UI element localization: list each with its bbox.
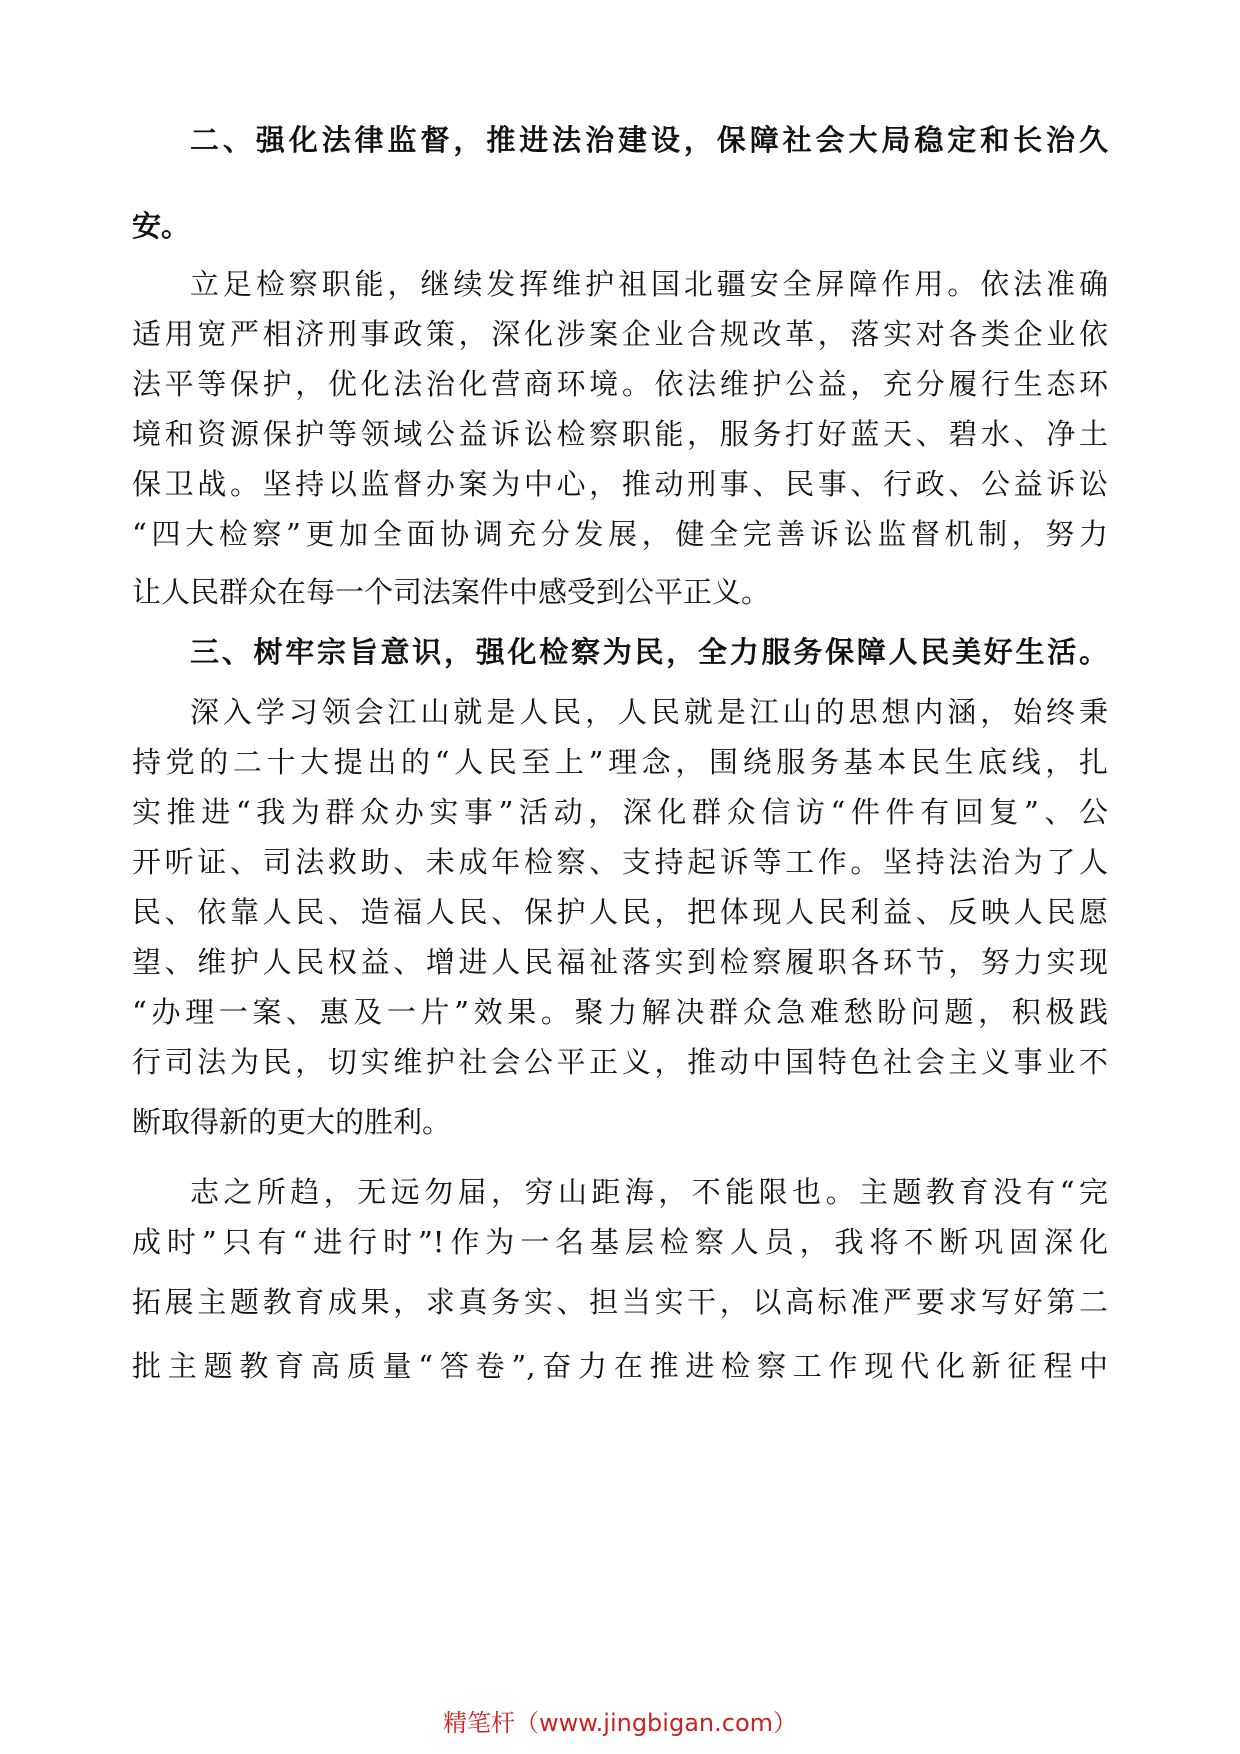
paragraph-line: 持党的二十大提出的“人民至上”理念，围绕服务基本民生底线，扎: [132, 745, 1108, 779]
paragraph-line: 断取得新的更大的胜利。: [132, 1105, 452, 1139]
footer-watermark: 精笔杆（www.jingbigan.com）: [442, 1709, 798, 1737]
paragraph-line: 适用宽严相济刑事政策，深化涉案企业合规改革，落实对各类企业依: [132, 317, 1108, 351]
paragraph-line: “四大检察”更加全面协调充分发展，健全完善诉讼监督机制，努力: [132, 517, 1108, 551]
paragraph-line: 志之所趋，无远勿届，穷山距海，不能限也。主题教育没有“完: [190, 1175, 1108, 1209]
paragraph-line: 保卫战。坚持以监督办案为中心，推动刑事、民事、行政、公益诉讼: [132, 467, 1108, 501]
paragraph-line: 成时”只有“进行时”!作为一名基层检察人员，我将不断巩固深化: [132, 1225, 1108, 1259]
paragraph-line: 拓展主题教育成果，求真务实、担当实干，以高标准严要求写好第二: [132, 1285, 1108, 1319]
section-heading-2-line-1: 二、强化法律监督，推进法治建设，保障社会大局稳定和长治久: [190, 123, 1108, 157]
paragraph-line: 境和资源保护等领域公益诉讼检察职能，服务打好蓝天、碧水、净土: [132, 417, 1108, 451]
paragraph-line: 让人民群众在每一个司法案件中感受到公平正义。: [132, 575, 771, 609]
section-heading-3: 三、树牢宗旨意识，强化检察为民，全力服务保障人民美好生活。: [190, 635, 1108, 669]
paragraph-line: 立足检察职能，继续发挥维护祖国北疆安全屏障作用。依法准确: [190, 267, 1108, 301]
paragraph-line: 开听证、司法救助、未成年检察、支持起诉等工作。坚持法治为了人: [132, 845, 1108, 879]
section-heading-2-line-2: 安。: [132, 209, 191, 243]
paragraph-line: 深入学习领会江山就是人民，人民就是江山的思想内涵，始终秉: [190, 695, 1108, 729]
paragraph-line: 实推进“我为群众办实事”活动，深化群众信访“件件有回复”、公: [132, 795, 1108, 829]
paragraph-line: 批主题教育高质量“答卷”,奋力在推进检察工作现代化新征程中: [132, 1349, 1108, 1383]
paragraph-line: “办理一案、惠及一片”效果。聚力解决群众急难愁盼问题，积极践: [132, 995, 1108, 1029]
paragraph-line: 行司法为民，切实维护社会公平正义，推动中国特色社会主义事业不: [132, 1045, 1108, 1079]
paragraph-line: 望、维护人民权益、增进人民福祉落实到检察履职各环节，努力实现: [132, 945, 1108, 979]
paragraph-line: 民、依靠人民、造福人民、保护人民，把体现人民利益、反映人民愿: [132, 895, 1108, 929]
paragraph-line: 法平等保护，优化法治化营商环境。依法维护公益，充分履行生态环: [132, 367, 1108, 401]
